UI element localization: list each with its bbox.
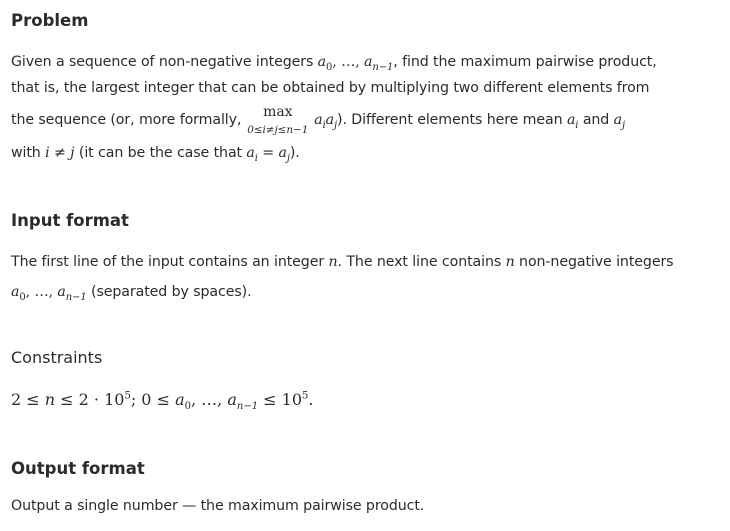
constraints-formula: $2 \le n \le 2 \cdot 10^5$; $0 \le a_0$, …, $a_{n-1} \le 10^5$. xyxy=(11,390,314,413)
max-operator: max 0≤i≠j≤n−1 xyxy=(247,104,309,136)
input-format-line-2: $a_0$, …, $a_{n-1}$ (separated by spaces). xyxy=(11,284,252,303)
output-format-heading: Output format xyxy=(11,459,145,478)
problem-line-2: that is, the largest integer that can be obtained by multiplying two different elements from xyxy=(11,80,650,96)
output-format-text: Output a single number — the maximum pairwise product. xyxy=(11,498,425,514)
problem-line-3: the sequence (or, more formally, max 0≤i≠j≤n−1 $a_ia_j$). Different elements here mean $a_i$ and $a_j$ xyxy=(11,104,625,136)
problem-heading: Problem xyxy=(11,11,89,30)
constraints-heading: Constraints xyxy=(11,348,103,367)
input-format-heading: Input format xyxy=(11,211,129,230)
problem-line-1: Given a sequence of non-negative integers $a_0$, …, $a_{n-1}$, find the maximum pairwise product, xyxy=(11,54,657,73)
input-format-line-1: The first line of the input contains an integer n. The next line contains n non-negative integers xyxy=(11,254,674,270)
problem-line-4: with i ≠ j (it can be the case that $a_i = a_j$). xyxy=(11,145,300,164)
